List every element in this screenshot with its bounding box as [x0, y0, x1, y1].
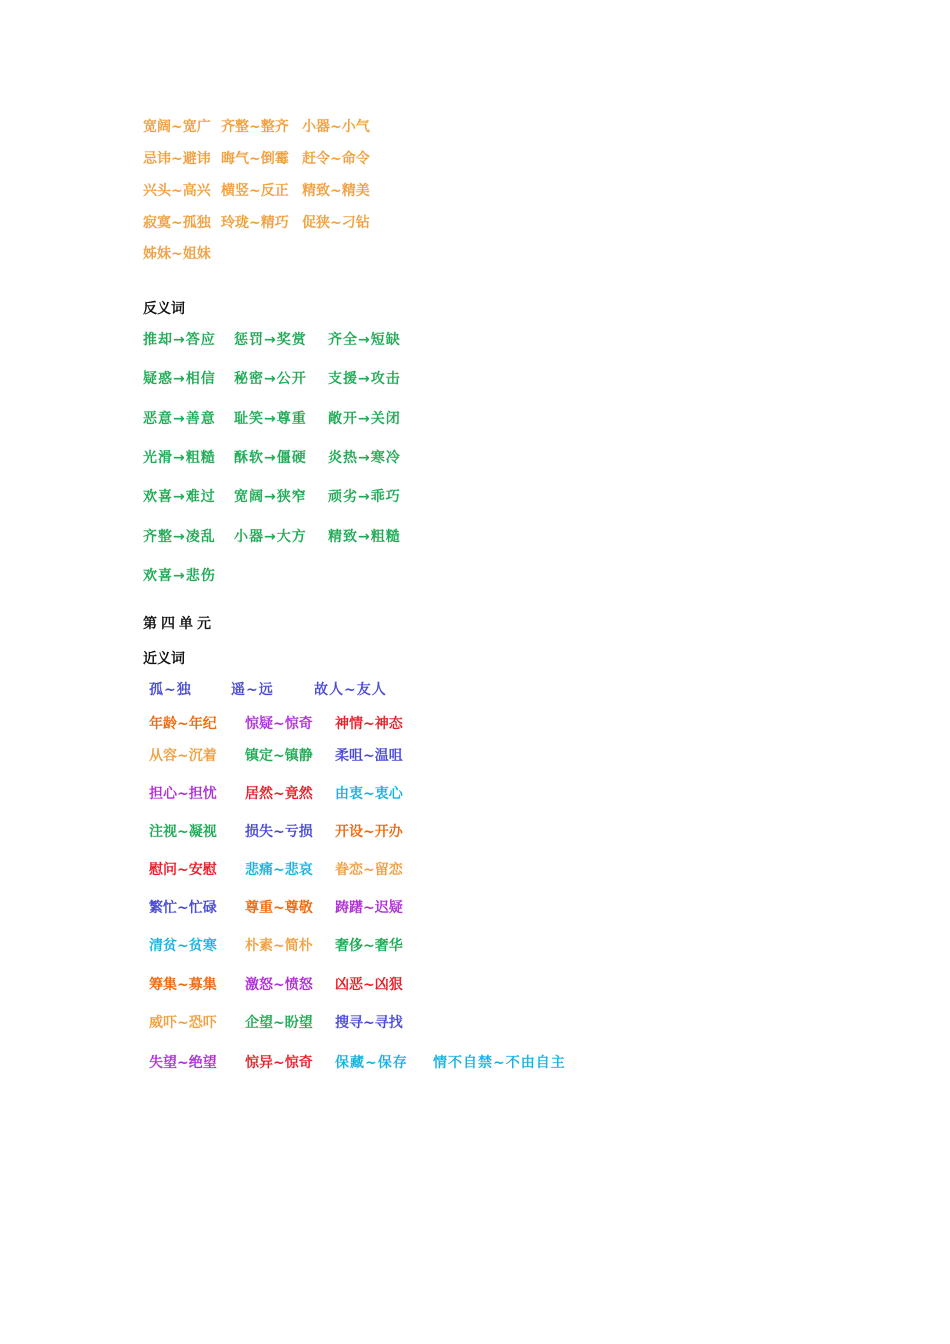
- word-pair: 耻笑→尊重: [234, 411, 307, 427]
- word-pair: 惊疑~惊奇: [245, 716, 313, 732]
- word-pair: 繁忙~忙碌: [149, 900, 217, 916]
- word-pair: 凶恶~凶狠: [335, 977, 403, 993]
- word-pair: 柔咀~温咀: [335, 748, 403, 764]
- word-pair: 疑惑→相信: [143, 371, 216, 387]
- word-pair: 惊异~惊奇: [245, 1055, 313, 1071]
- word-pair: 秘密→公开: [234, 371, 307, 387]
- word-pair: 忌讳~避讳: [143, 151, 211, 167]
- word-pair: 情不自禁~不由自主: [433, 1055, 566, 1071]
- word-pair: 激怒~愤怒: [245, 977, 313, 993]
- word-pair: 推却→答应: [143, 332, 216, 348]
- word-pair: 从容~沉着: [149, 748, 217, 764]
- unit-heading: 第四单元: [143, 616, 215, 632]
- word-pair: 炎热→寒冷: [328, 450, 401, 466]
- word-pair: 敞开→关闭: [328, 411, 401, 427]
- word-pair: 玲珑~精巧: [221, 215, 289, 231]
- word-pair: 担心~担忧: [149, 786, 217, 802]
- word-pair: 欢喜→悲伤: [143, 568, 216, 584]
- antonym-heading: 反义词: [143, 301, 185, 317]
- word-pair: 神情~神态: [335, 716, 403, 732]
- word-pair: 年龄~年纪: [149, 716, 217, 732]
- word-pair: 孤~独: [149, 682, 192, 698]
- synonym-heading: 近义词: [143, 651, 185, 667]
- word-pair: 慰问~安慰: [149, 862, 217, 878]
- word-pair: 欢喜→难过: [143, 489, 216, 505]
- word-pair: 姊妹~姐妹: [143, 246, 211, 262]
- word-pair: 宽阔→狭窄: [234, 489, 307, 505]
- word-pair: 清贫~贫寒: [149, 938, 217, 954]
- word-pair: 恶意→善意: [143, 411, 216, 427]
- word-pair: 支援→攻击: [328, 371, 401, 387]
- word-pair: 遥~远: [231, 682, 274, 698]
- word-pair: 失望~绝望: [149, 1055, 217, 1071]
- word-pair: 促狭~刁钻: [302, 215, 370, 231]
- word-pair: 损失~亏损: [245, 824, 313, 840]
- word-pair: 悲痛~悲哀: [245, 862, 313, 878]
- word-pair: 精致→粗糙: [328, 529, 401, 545]
- word-pair: 踌躇~迟疑: [335, 900, 403, 916]
- word-pair: 兴头~高兴: [143, 183, 211, 199]
- word-pair: 宽阔~宽广: [143, 119, 211, 135]
- word-pair: 小器→大方: [234, 529, 307, 545]
- word-pair: 横竖~反正: [221, 183, 289, 199]
- word-pair: 眷恋~留恋: [335, 862, 403, 878]
- word-pair: 齐整~整齐: [221, 119, 289, 135]
- word-pair: 威吓~恐吓: [149, 1015, 217, 1031]
- word-pair: 尊重~尊敬: [245, 900, 313, 916]
- word-pair: 齐全→短缺: [328, 332, 401, 348]
- word-pair: 朴素~简朴: [245, 938, 313, 954]
- word-pair: 企望~盼望: [245, 1015, 313, 1031]
- word-pair: 故人~友人: [314, 682, 387, 698]
- word-pair: 惩罚→奖赏: [234, 332, 307, 348]
- word-pair: 赶令~命令: [302, 151, 370, 167]
- word-pair: 光滑→粗糙: [143, 450, 216, 466]
- word-pair: 小器~小气: [302, 119, 370, 135]
- word-pair: 保藏~保存: [335, 1055, 408, 1071]
- word-pair: 奢侈~奢华: [335, 938, 403, 954]
- word-pair: 镇定~镇静: [245, 748, 313, 764]
- word-pair: 酥软→僵硬: [234, 450, 307, 466]
- word-pair: 顽劣→乖巧: [328, 489, 401, 505]
- word-pair: 齐整→凌乱: [143, 529, 216, 545]
- word-pair: 居然~竟然: [245, 786, 313, 802]
- word-pair: 筹集~募集: [149, 977, 217, 993]
- word-pair: 晦气~倒霉: [221, 151, 289, 167]
- word-pair: 寂寞~孤独: [143, 215, 211, 231]
- word-pair: 由衷~衷心: [335, 786, 403, 802]
- word-pair: 搜寻~寻找: [335, 1015, 403, 1031]
- word-pair: 注视~凝视: [149, 824, 217, 840]
- word-pair: 开设~开办: [335, 824, 403, 840]
- word-pair: 精致~精美: [302, 183, 370, 199]
